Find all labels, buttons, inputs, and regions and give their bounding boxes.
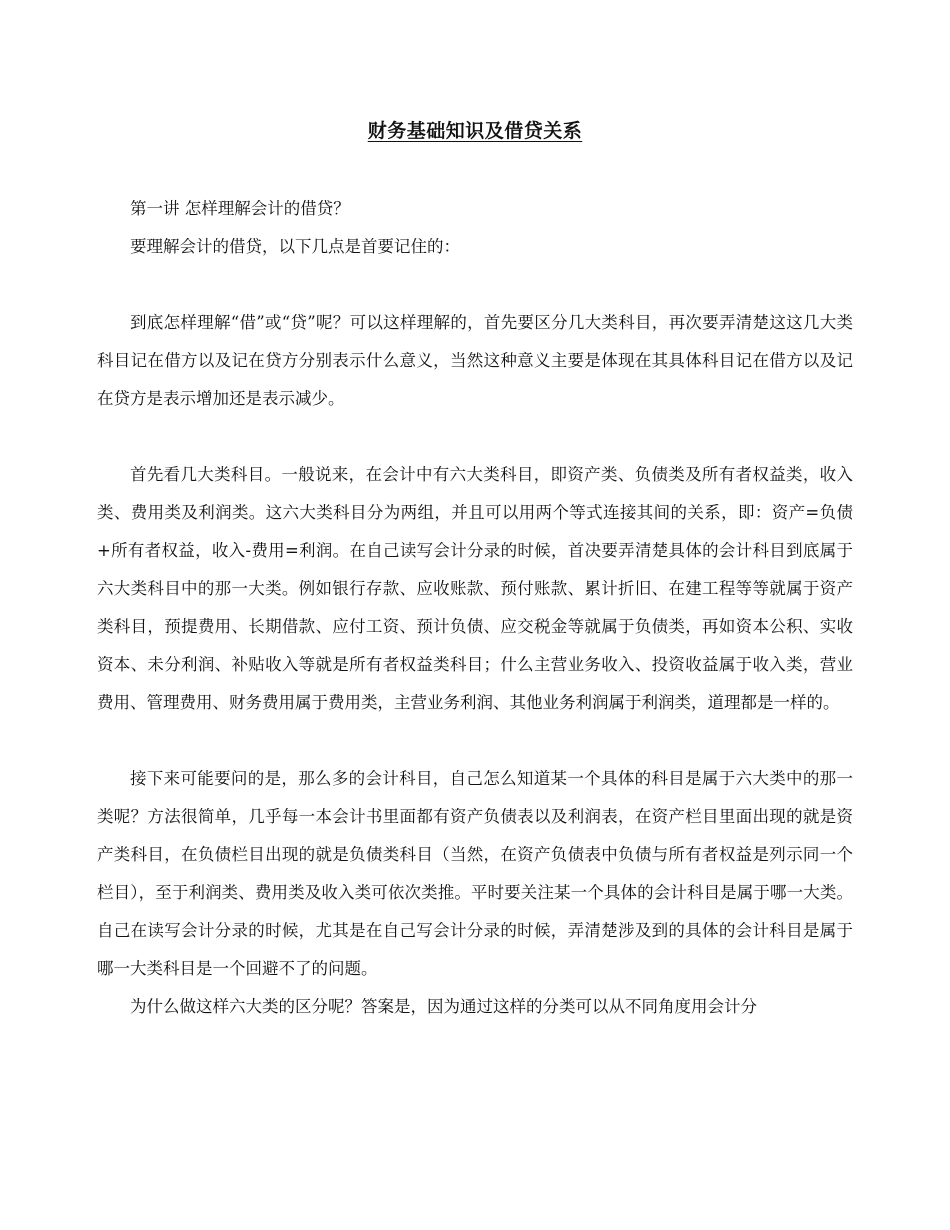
paragraph-3: 接下来可能要问的是，那么多的会计科目，自己怎么知道某一个具体的科目是属于六大类中的那一类呢？方法很简单，几乎每一本会计书里面都有资产负债表以及利润表，在资产栏目里面出现的就是资产类科目，在负债栏目出现的就是负债类科目（当然，在资产负债表中负债与所有者权益是列示同一个栏目），至于利润类、费用类及收入类可依次类推。平时要关注某一个具体的会计科目是属于哪一大类。自己在读写会计分录的时候，尤其是在自己写会计分录的时候，弄清楚涉及到的具体的会计科目是属于哪一大类科目是一个回避不了的问题。 [97, 769, 853, 978]
paragraph-gap [97, 722, 853, 760]
document-body [97, 190, 853, 1026]
paragraph-1: 到底怎样理解“借”或“贷”呢？可以这样理解的，首先要区分几大类科目，再次要弄清楚这这几大类科目记在借方以及记在贷方分别表示什么意义，当然这种意义主要是体现在其具体科目记在借方以及记在贷方是表示增加还是表示减少。 [97, 313, 853, 408]
paragraph-gap [97, 266, 853, 304]
paragraph-2: 首先看几大类科目。一般说来，在会计中有六大类科目，即资产类、负债类及所有者权益类，收入类、费用类及利润类。这六大类科目分为两组，并且可以用两个等式连接其间的关系，即：资产=负债+所有者权益，收入-费用=利润。在自己读写会计分录的时候，首决要弄清楚具体的会计科目到底属于六大类科目中的那一大类。例如银行存款、应收账款、预付账款、累计折旧、在建工程等等就属于资产类科目，预提费用、长期借款、应付工资、预计负债、应交税金等就属于负债类，再如资本公积、实收资本、未分利润、补贴收入等就是所有者权益类科目；什么主营业务收入、投资收益属于收入类，营业费用、管理费用、财务费用属于费用类，主营业务利润、其他业务利润属于利润类，道理都是一样的。 [97, 465, 853, 712]
document-title: 财务基础知识及借贷关系 [367, 120, 583, 142]
paragraph-4: 为什么做这样六大类的区分呢？答案是，因为通过这样的分类可以从不同角度用会计分 [130, 997, 757, 1016]
paragraph-gap [97, 418, 853, 456]
lecture-heading: 第一讲 怎样理解会计的借贷？ [130, 199, 350, 218]
intro-paragraph: 要理解会计的借贷，以下几点是首要记住的： [130, 237, 460, 256]
